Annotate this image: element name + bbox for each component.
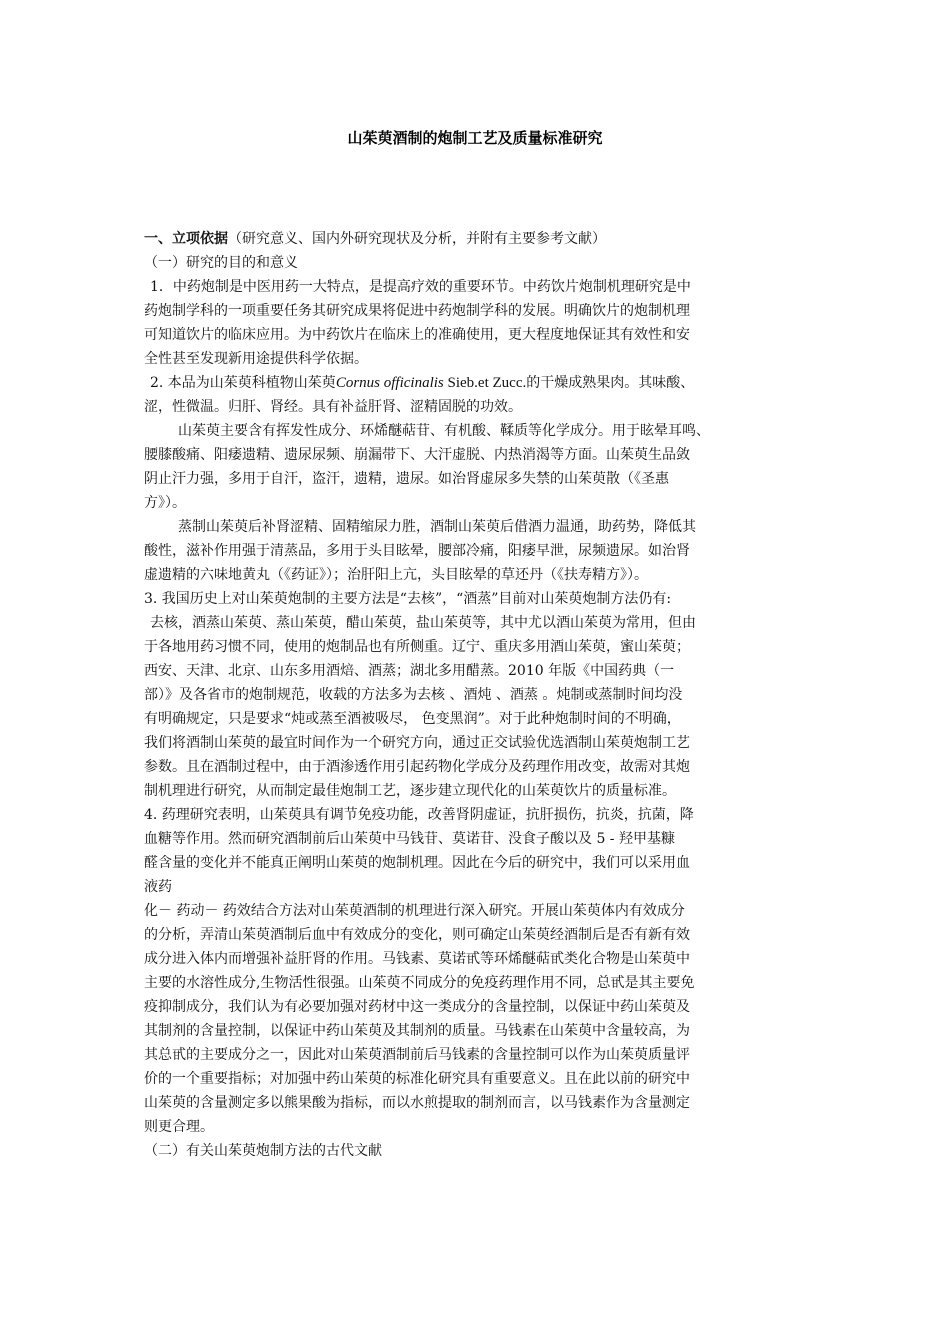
subsection-heading: （一）研究的目的和意义 — [144, 255, 298, 271]
species-latin-name: Cornus officinalis — [335, 375, 444, 391]
species-description: 的干燥成熟果肉。其味酸、 — [526, 375, 695, 391]
paragraph-line: 涩，性微温。归肝、肾经。具有补益肝肾、涩精固脱的功效。 — [144, 399, 522, 415]
species-author: Sieb.et Zucc. — [443, 375, 527, 391]
section-heading — [144, 227, 812, 251]
paragraph-line: 化－ 药动－ 药效结合方法对山茱萸酒制的机理进行深入研究。开展山茱萸体内有效成分 — [144, 903, 685, 919]
paragraph-line: 血糖等作用。然而研究酒制前后山茱萸中马钱苷、莫诺苷、没食子酸以及 5 - 羟甲基糠 — [144, 831, 675, 847]
paragraph-line: 制机理进行研究，从而制定最佳炮制工艺，逐步建立现代化的山茱萸饮片的质量标准。 — [144, 783, 676, 799]
paragraph-line: 可知道饮片的临床应用。为中药饮片在临床上的准确使用，更大程度地保证其有效性和安 — [144, 327, 690, 343]
paragraph-line: 西安、天津、北京、山东多用酒焙、酒蒸；湖北多用醋蒸。2010 年版《中国药典（一 — [144, 663, 675, 679]
paragraph-line: 醛含量的变化并不能真正阐明山茱萸的炮制机理。因此在今后的研究中，我们可以采用血 — [144, 855, 690, 871]
paragraph-line: 其制剂的含量控制，以保证中药山茱萸及其制剂的质量。马钱素在山茱萸中含量较高，为 — [144, 1023, 690, 1039]
paragraph-line — [144, 371, 812, 395]
paragraph-line: 阴止汗力强，多用于自汗，盗汗，遗精，遗尿。如治肾虚尿多失禁的山茱萸散（《圣惠 — [144, 471, 669, 487]
paragraph-line: 成分进入体内而增强补益肝肾的作用。马钱素、莫诺甙等环烯醚萜甙类化合物是山茱萸中 — [144, 951, 690, 967]
paragraph-line: 虚遗精的六味地黄丸（《药证》）；治肝阳上亢，头目眩晕的草还丹（《扶寿精方》）。 — [144, 567, 648, 583]
paragraph-line: 其总甙的主要成分之一，因此对山茱萸酒制前后马钱素的含量控制可以作为山茱萸质量评 — [144, 1047, 690, 1063]
paragraph-line: 参数。且在酒制过程中，由于酒渗透作用引起药物化学成分及药理作用改变，故需对其炮 — [144, 759, 690, 775]
paragraph-line: 主要的水溶性成分,生物活性很强。山茱萸不同成分的免疫药理作用不同，总甙是其主要免 — [144, 975, 695, 991]
subsection-heading: （二）有关山茱萸炮制方法的古代文献 — [144, 1143, 382, 1159]
paragraph-line: 部）》及各省市的炮制规范，收载的方法多为去核 、酒炖 、酒蒸 。炖制或蒸制时间均没 — [144, 687, 683, 703]
paragraph-line: 疫抑制成分，我们认为有必要加强对药材中这一类成分的含量控制，以保证中药山茱萸及 — [144, 999, 690, 1015]
paragraph-line: 的分析，弄清山茱萸酒制后血中有效成分的变化，则可确定山茱萸经酒制后是否有新有效 — [144, 927, 690, 943]
paragraph-line: 山茱萸的含量测定多以熊果酸为指标，而以水煎提取的制剂而言，以马钱素作为含量测定 — [144, 1095, 690, 1111]
paragraph-line: 于各地用药习惯不同，使用的炮制品也有所侧重。辽宁、重庆多用酒山茱萸，蜜山茱萸； — [144, 639, 690, 655]
paragraph-line: 则更合理。 — [144, 1119, 214, 1135]
paragraph-line: 有明确规定，只是要求“炖或蒸至酒被吸尽， 色变黑润”。对于此种炮制时间的不明确， — [144, 711, 681, 727]
paragraph-line: 3. 我国历史上对山茱萸炮制的主要方法是“去核”，“酒蒸”目前对山茱萸炮制方法仍有: — [144, 591, 672, 607]
paragraph-line: 全性甚至发现新用途提供科学依据。 — [144, 351, 368, 367]
species-intro: 2. 本品为山茱萸科植物山茱萸 — [150, 375, 336, 391]
paragraph-line: 药炮制学科的一项重要任务其研究成果将促进中药炮制学科的发展。明确饮片的炮制机理 — [144, 303, 690, 319]
paragraph-line: 山茱萸主要含有挥发性成分、环烯醚萜苷、有机酸、鞣质等化学成分。用于眩晕耳鸣、 — [178, 423, 710, 439]
paragraph-line: 去核，酒蒸山茱萸、蒸山茱萸，醋山茱萸，盐山茱萸等，其中尤以酒山茱萸为常用，但由 — [150, 615, 696, 631]
paragraph-line: 4. 药理研究表明，山茱萸具有调节免疫功能，改善肾阴虚证，抗肝损伤，抗炎，抗菌，降 — [144, 807, 694, 823]
paragraph-line: 液药 — [144, 879, 172, 895]
document-title: 山茱萸酒制的炮制工艺及质量标准研究 — [347, 129, 603, 147]
paragraph-line: 1．中药炮制是中医用药一大特点，是提高疗效的重要环节。中药饮片炮制机理研究是中 — [150, 279, 691, 295]
paragraph-line: 蒸制山茱萸后补肾涩精、固精缩尿力胜，酒制山茱萸后借酒力温通，助药势，降低其 — [178, 519, 696, 535]
section-heading-note: （研究意义、国内外研究现状及分析，并附有主要参考文献） — [228, 231, 606, 247]
paragraph-line: 方》）。 — [144, 495, 186, 511]
paragraph-line: 价的一个重要指标；对加强中药山茱萸的标准化研究具有重要意义。且在此以前的研究中 — [144, 1071, 690, 1087]
document-body — [144, 227, 812, 1163]
section-heading-label: 一、立项依据 — [144, 231, 228, 247]
paragraph-line: 我们将酒制山茱萸的最宜时间作为一个研究方向，通过正交试验优选酒制山茱萸炮制工艺 — [144, 735, 690, 751]
paragraph-line: 腰膝酸痛、阳痿遗精、遗尿尿频、崩漏带下、大汗虚脱、内热消渴等方面。山茱萸生品敛 — [144, 447, 690, 463]
paragraph-line: 酸性，滋补作用强于清蒸品，多用于头目眩晕，腰部冷痛，阳痿早泄，尿频遗尿。如治肾 — [144, 543, 690, 559]
